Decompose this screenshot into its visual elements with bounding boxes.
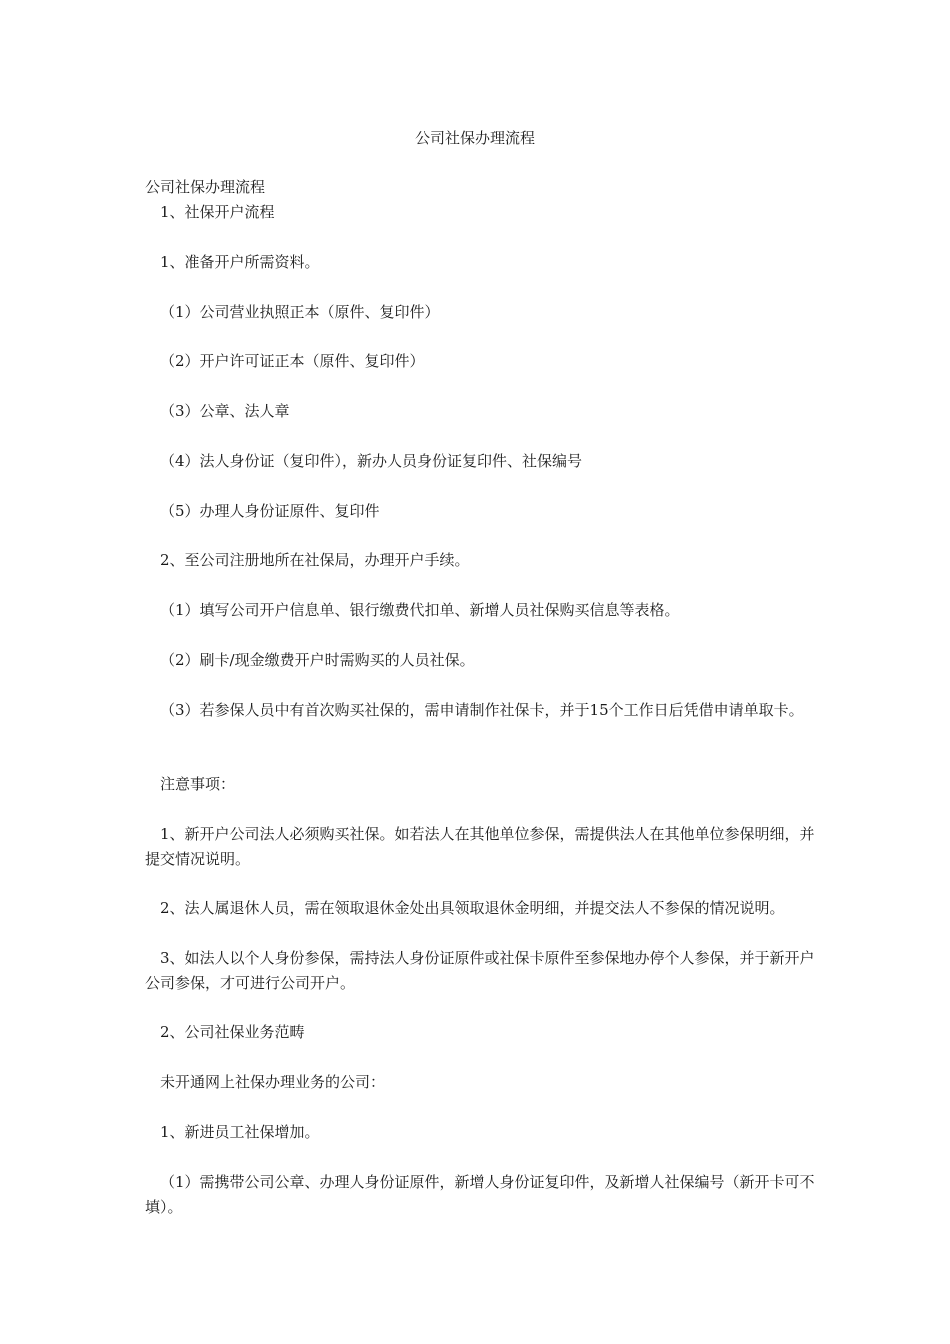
list-item: （3）若参保人员中有首次购买社保的，需申请制作社保卡，并于15个工作日后凭借申请单取卡。 bbox=[160, 701, 804, 719]
paragraph: 1、准备开户所需资料。 bbox=[160, 253, 320, 271]
list-item: （2）开户许可证正本（原件、复印件） bbox=[160, 352, 425, 370]
page-title: 公司社保办理流程 bbox=[414, 129, 535, 147]
list-item: （4）法人身份证（复印件），新办人员身份证复印件、社保编号 bbox=[160, 452, 583, 470]
list-item: （1）需携带公司公章、办理人身份证原件，新增人身份证复印件，及新增人社保编号（新开卡可不填）。 bbox=[145, 1173, 815, 1216]
notice-item: 1、新开户公司法人必须购买社保。如若法人在其他单位参保，需提供法人在其他单位参保明细，并提交情况说明。 bbox=[145, 825, 815, 868]
section-heading: 公司社保办理流程 bbox=[145, 178, 266, 196]
paragraph: 1、新进员工社保增加。 bbox=[160, 1123, 320, 1141]
list-item: （1）公司营业执照正本（原件、复印件） bbox=[160, 303, 440, 321]
list-item: （2）刷卡/现金缴费开户时需购买的人员社保。 bbox=[160, 651, 475, 669]
section-heading: 2、公司社保业务范畴 bbox=[160, 1023, 305, 1041]
list-item: （5）办理人身份证原件、复印件 bbox=[160, 502, 380, 520]
section-heading: 1、社保开户流程 bbox=[160, 203, 275, 221]
paragraph: 未开通网上社保办理业务的公司： bbox=[160, 1073, 386, 1091]
list-item: （3）公章、法人章 bbox=[160, 402, 290, 420]
notice-item: 3、如法人以个人身份参保，需持法人身份证原件或社保卡原件至参保地办停个人参保，并于新开户公司参保，才可进行公司开户。 bbox=[145, 949, 815, 992]
notice-item: 2、法人属退休人员，需在领取退休金处出具领取退休金明细，并提交法人不参保的情况说明。 bbox=[160, 899, 785, 917]
list-item: （1）填写公司开户信息单、银行缴费代扣单、新增人员社保购买信息等表格。 bbox=[160, 601, 680, 619]
paragraph: 2、至公司注册地所在社保局，办理开户手续。 bbox=[160, 551, 470, 569]
notice-heading: 注意事项： bbox=[160, 775, 236, 793]
